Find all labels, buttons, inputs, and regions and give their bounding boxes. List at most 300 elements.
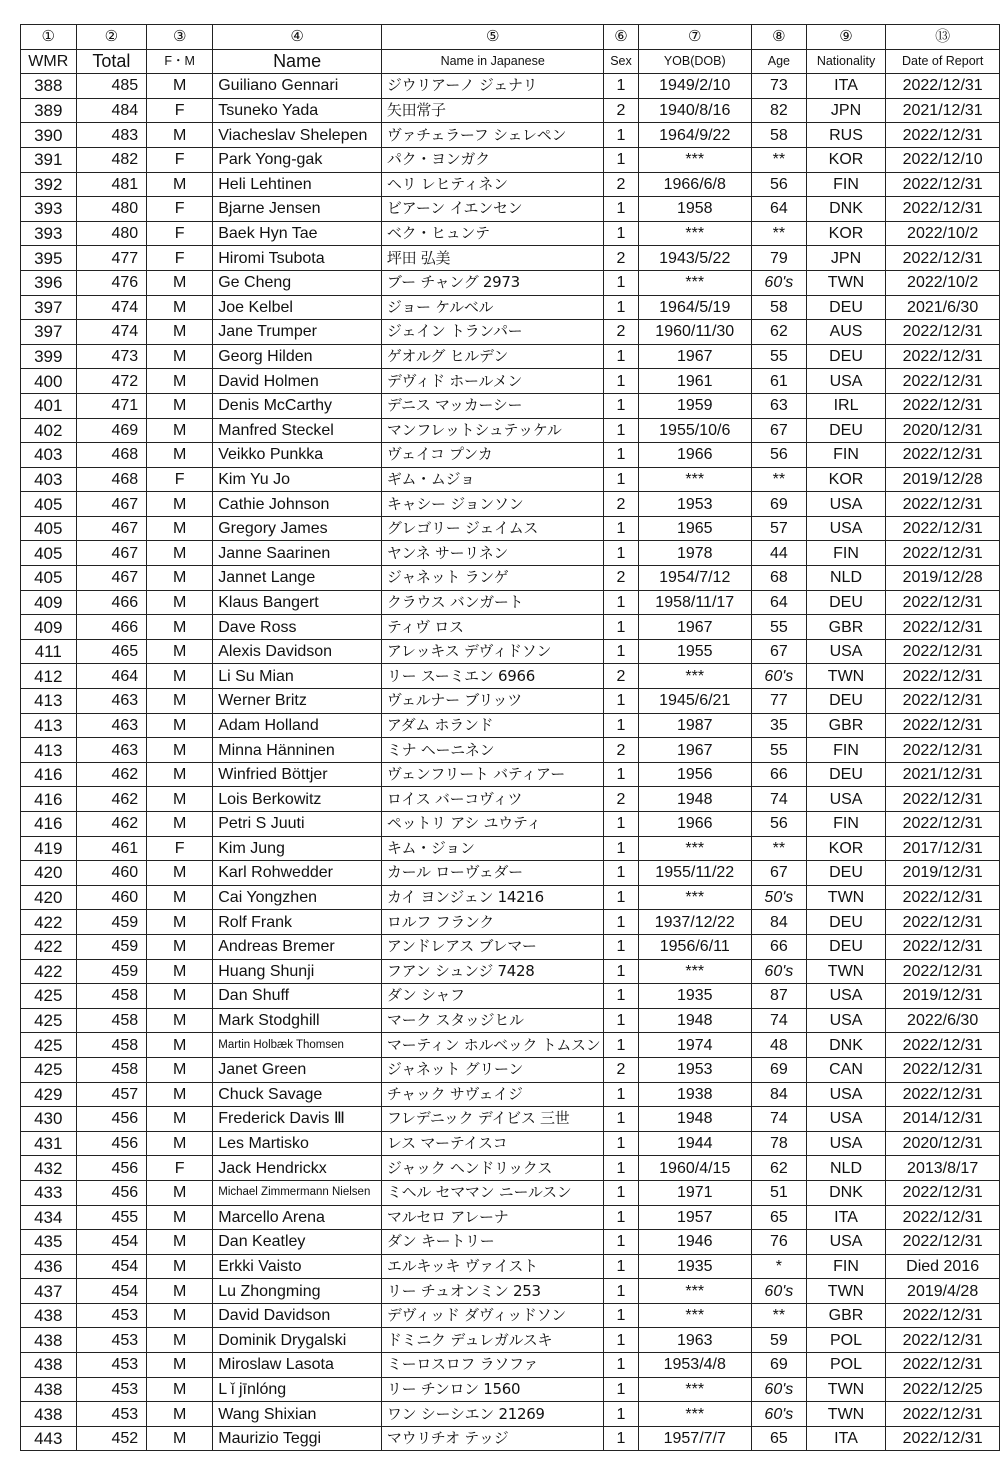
cell-name-japanese: パク・ヨンガク <box>381 147 604 172</box>
cell-yob: 1935 <box>638 1254 751 1279</box>
table-row <box>21 1008 1000 1033</box>
cell-wmr: 413 <box>21 689 77 714</box>
table-body <box>21 74 1000 1451</box>
cell-wmr: 425 <box>21 1033 77 1058</box>
cell-nationality: DEU <box>806 689 886 714</box>
cell-yob: 1974 <box>638 1033 751 1058</box>
cell-age: 74 <box>751 787 806 812</box>
cell-wmr: 409 <box>21 615 77 640</box>
cell-name-japanese: エルキッキ ヴァイスト <box>381 1254 604 1279</box>
cell-name: Chuck Savage <box>213 1082 382 1107</box>
cell-fm: M <box>147 910 213 935</box>
cell-total: 474 <box>76 295 147 320</box>
cell-sex: 2 <box>604 492 638 517</box>
cell-yob: *** <box>638 836 751 861</box>
cell-total: 466 <box>76 590 147 615</box>
cell-name-japanese: ギム・ムジョ <box>381 467 604 492</box>
cell-nationality: GBR <box>806 615 886 640</box>
cell-age: 82 <box>751 98 806 123</box>
cell-nationality: DEU <box>806 861 886 886</box>
cell-yob: *** <box>638 270 751 295</box>
cell-wmr: 403 <box>21 467 77 492</box>
cell-yob: 1958/11/17 <box>638 590 751 615</box>
cell-total: 462 <box>76 787 147 812</box>
table-row <box>21 1353 1000 1378</box>
cell-fm: M <box>147 787 213 812</box>
cell-yob: 1937/12/22 <box>638 910 751 935</box>
cell-date-of-report: 2022/12/31 <box>886 1082 1000 1107</box>
cell-date-of-report: 2022/12/31 <box>886 885 1000 910</box>
cell-name: Dominik Drygalski <box>213 1328 382 1353</box>
cell-name: Huang Shunji <box>213 959 382 984</box>
cell-total: 459 <box>76 959 147 984</box>
cell-name-japanese: グレゴリー ジェイムス <box>381 516 604 541</box>
cell-fm: M <box>147 959 213 984</box>
cell-nationality: USA <box>806 1230 886 1255</box>
table-row <box>21 762 1000 787</box>
cell-wmr: 416 <box>21 762 77 787</box>
cell-age: 74 <box>751 1107 806 1132</box>
col-num-yob: ⑦ <box>638 25 751 50</box>
cell-name-japanese: カール ローヴェダー <box>381 861 604 886</box>
cell-nationality: USA <box>806 1008 886 1033</box>
cell-age: 50's <box>751 885 806 910</box>
table-row <box>21 1156 1000 1181</box>
cell-total: 460 <box>76 885 147 910</box>
cell-yob: 1957 <box>638 1205 751 1230</box>
table-row <box>21 98 1000 123</box>
cell-total: 457 <box>76 1082 147 1107</box>
cell-wmr: 401 <box>21 393 77 418</box>
cell-date-of-report: 2022/12/31 <box>886 1328 1000 1353</box>
cell-yob: *** <box>638 147 751 172</box>
cell-fm: M <box>147 295 213 320</box>
cell-total: 463 <box>76 713 147 738</box>
cell-fm: M <box>147 1402 213 1427</box>
table-row <box>21 172 1000 197</box>
cell-wmr: 435 <box>21 1230 77 1255</box>
cell-nationality: USA <box>806 1082 886 1107</box>
cell-nationality: CAN <box>806 1057 886 1082</box>
cell-name: Martin Holbæk Thomsen <box>213 1033 382 1058</box>
cell-wmr: 397 <box>21 320 77 345</box>
table-row <box>21 689 1000 714</box>
cell-name-japanese: ジャック ヘンドリックス <box>381 1156 604 1181</box>
cell-date-of-report: 2019/12/28 <box>886 467 1000 492</box>
cell-wmr: 405 <box>21 541 77 566</box>
cell-age: ** <box>751 836 806 861</box>
cell-name: Guiliano Gennari <box>213 74 382 99</box>
cell-total: 472 <box>76 369 147 394</box>
cell-name-japanese: ヘリ レヒティネン <box>381 172 604 197</box>
cell-nationality: DEU <box>806 295 886 320</box>
cell-nationality: FIN <box>806 172 886 197</box>
cell-date-of-report: 2022/12/31 <box>886 516 1000 541</box>
cell-nationality: NLD <box>806 566 886 591</box>
table-row <box>21 713 1000 738</box>
cell-name: Ge Cheng <box>213 270 382 295</box>
cell-date-of-report: 2019/12/31 <box>886 861 1000 886</box>
cell-date-of-report: 2022/12/31 <box>886 246 1000 271</box>
col-num-age: ⑧ <box>751 25 806 50</box>
cell-age: 64 <box>751 590 806 615</box>
cell-fm: F <box>147 1156 213 1181</box>
header-sex: Sex <box>604 49 638 74</box>
header-yob: YOB(DOB) <box>638 49 751 74</box>
cell-date-of-report: 2022/12/31 <box>886 1426 1000 1451</box>
cell-wmr: 425 <box>21 1008 77 1033</box>
cell-yob: 1960/4/15 <box>638 1156 751 1181</box>
cell-wmr: 416 <box>21 812 77 837</box>
cell-fm: M <box>147 861 213 886</box>
cell-yob: 1964/9/22 <box>638 123 751 148</box>
cell-name: Klaus Bangert <box>213 590 382 615</box>
cell-name: Tsuneko Yada <box>213 98 382 123</box>
cell-name-japanese: ダン シャフ <box>381 984 604 1009</box>
col-num-sex: ⑥ <box>604 25 638 50</box>
cell-date-of-report: 2022/10/2 <box>886 270 1000 295</box>
table-row <box>21 197 1000 222</box>
cell-name-japanese: ヴァチェラーフ シェレペン <box>381 123 604 148</box>
cell-sex: 1 <box>604 984 638 1009</box>
cell-nationality: AUS <box>806 320 886 345</box>
cell-name-japanese: チャック サヴェイジ <box>381 1082 604 1107</box>
table-row <box>21 984 1000 1009</box>
cell-age: 69 <box>751 492 806 517</box>
cell-sex: 2 <box>604 246 638 271</box>
cell-wmr: 388 <box>21 74 77 99</box>
cell-age: 69 <box>751 1353 806 1378</box>
cell-date-of-report: 2022/10/2 <box>886 221 1000 246</box>
cell-sex: 2 <box>604 787 638 812</box>
cell-fm: M <box>147 369 213 394</box>
cell-age: 74 <box>751 1008 806 1033</box>
cell-age: 67 <box>751 861 806 886</box>
table-row <box>21 885 1000 910</box>
cell-age: 44 <box>751 541 806 566</box>
cell-total: 459 <box>76 934 147 959</box>
col-num-name: ④ <box>213 25 382 50</box>
cell-fm: M <box>147 393 213 418</box>
cell-sex: 1 <box>604 197 638 222</box>
cell-total: 458 <box>76 1008 147 1033</box>
table-row <box>21 934 1000 959</box>
cell-name-japanese: ワン シーシエン 21269 <box>381 1402 604 1427</box>
cell-date-of-report: 2022/12/31 <box>886 689 1000 714</box>
cell-age: 60's <box>751 1402 806 1427</box>
cell-fm: M <box>147 590 213 615</box>
table-row <box>21 123 1000 148</box>
cell-age: 63 <box>751 393 806 418</box>
cell-name-japanese: リー チンロン 1560 <box>381 1377 604 1402</box>
cell-yob: 1948 <box>638 1107 751 1132</box>
cell-name-japanese: ミヘル セママン ニールスン <box>381 1180 604 1205</box>
cell-total: 476 <box>76 270 147 295</box>
cell-date-of-report: 2013/8/17 <box>886 1156 1000 1181</box>
cell-wmr: 436 <box>21 1254 77 1279</box>
cell-age: 55 <box>751 615 806 640</box>
cell-age: 55 <box>751 738 806 763</box>
cell-age: 51 <box>751 1180 806 1205</box>
cell-yob: 1966/6/8 <box>638 172 751 197</box>
cell-name-japanese: デヴィッド ダヴィッドソン <box>381 1303 604 1328</box>
cell-sex: 1 <box>604 1180 638 1205</box>
cell-fm: M <box>147 123 213 148</box>
cell-wmr: 419 <box>21 836 77 861</box>
cell-date-of-report: 2021/12/31 <box>886 762 1000 787</box>
cell-yob: 1953/4/8 <box>638 1353 751 1378</box>
cell-age: 84 <box>751 1082 806 1107</box>
cell-total: 454 <box>76 1230 147 1255</box>
cell-name: David Davidson <box>213 1303 382 1328</box>
cell-fm: M <box>147 615 213 640</box>
table-row <box>21 270 1000 295</box>
cell-nationality: USA <box>806 492 886 517</box>
cell-nationality: USA <box>806 1131 886 1156</box>
cell-age: 77 <box>751 689 806 714</box>
cell-nationality: IRL <box>806 393 886 418</box>
cell-nationality: ITA <box>806 1426 886 1451</box>
cell-fm: M <box>147 1107 213 1132</box>
cell-name: Cathie Johnson <box>213 492 382 517</box>
cell-total: 456 <box>76 1107 147 1132</box>
cell-sex: 1 <box>604 590 638 615</box>
cell-wmr: 389 <box>21 98 77 123</box>
cell-wmr: 399 <box>21 344 77 369</box>
cell-name-japanese: フレデニック デイビス 三世 <box>381 1107 604 1132</box>
cell-total: 453 <box>76 1303 147 1328</box>
cell-yob: *** <box>638 1279 751 1304</box>
table-row <box>21 295 1000 320</box>
cell-total: 480 <box>76 197 147 222</box>
cell-date-of-report: 2022/12/31 <box>886 1402 1000 1427</box>
cell-nationality: TWN <box>806 1377 886 1402</box>
cell-total: 467 <box>76 541 147 566</box>
cell-sex: 1 <box>604 74 638 99</box>
cell-date-of-report: 2022/12/31 <box>886 492 1000 517</box>
cell-fm: M <box>147 172 213 197</box>
cell-sex: 1 <box>604 934 638 959</box>
cell-fm: M <box>147 1230 213 1255</box>
cell-yob: *** <box>638 664 751 689</box>
cell-wmr: 422 <box>21 959 77 984</box>
cell-name: Dan Keatley <box>213 1230 382 1255</box>
cell-wmr: 416 <box>21 787 77 812</box>
cell-age: 73 <box>751 74 806 99</box>
cell-name-japanese: 坪田 弘美 <box>381 246 604 271</box>
cell-wmr: 422 <box>21 910 77 935</box>
cell-name: Alexis Davidson <box>213 639 382 664</box>
cell-wmr: 425 <box>21 984 77 1009</box>
cell-sex: 2 <box>604 172 638 197</box>
cell-name: Dave Ross <box>213 615 382 640</box>
cell-sex: 1 <box>604 959 638 984</box>
table-row <box>21 910 1000 935</box>
cell-yob: 1949/2/10 <box>638 74 751 99</box>
cell-wmr: 438 <box>21 1402 77 1427</box>
cell-age: 58 <box>751 123 806 148</box>
cell-total: 456 <box>76 1156 147 1181</box>
cell-sex: 1 <box>604 1107 638 1132</box>
cell-yob: 1955/10/6 <box>638 418 751 443</box>
table-row <box>21 1377 1000 1402</box>
cell-fm: M <box>147 885 213 910</box>
table-row <box>21 541 1000 566</box>
cell-date-of-report: 2020/12/31 <box>886 1131 1000 1156</box>
cell-name-japanese: デヴィド ホールメン <box>381 369 604 394</box>
cell-name: Heli Lehtinen <box>213 172 382 197</box>
header-nationality: Nationality <box>806 49 886 74</box>
cell-nationality: USA <box>806 984 886 1009</box>
table-row <box>21 1328 1000 1353</box>
cell-nationality: USA <box>806 516 886 541</box>
cell-nationality: TWN <box>806 664 886 689</box>
table-row <box>21 344 1000 369</box>
table-row <box>21 861 1000 886</box>
cell-date-of-report: 2022/12/31 <box>886 615 1000 640</box>
cell-name: Dan Shuff <box>213 984 382 1009</box>
cell-fm: F <box>147 836 213 861</box>
cell-sex: 1 <box>604 369 638 394</box>
table-row <box>21 1402 1000 1427</box>
cell-wmr: 425 <box>21 1057 77 1082</box>
cell-total: 481 <box>76 172 147 197</box>
cell-fm: M <box>147 1057 213 1082</box>
cell-sex: 1 <box>604 1303 638 1328</box>
cell-fm: F <box>147 221 213 246</box>
cell-sex: 1 <box>604 1008 638 1033</box>
cell-date-of-report: 2022/12/31 <box>886 541 1000 566</box>
cell-sex: 1 <box>604 615 638 640</box>
cell-wmr: 390 <box>21 123 77 148</box>
col-num-wmr: ① <box>21 25 77 50</box>
cell-nationality: USA <box>806 369 886 394</box>
cell-total: 456 <box>76 1180 147 1205</box>
cell-date-of-report: 2022/12/31 <box>886 197 1000 222</box>
cell-age: 66 <box>751 762 806 787</box>
cell-fm: F <box>147 246 213 271</box>
cell-total: 458 <box>76 1033 147 1058</box>
cell-age: ** <box>751 467 806 492</box>
cell-name-japanese: ペットリ アシ ユウティ <box>381 812 604 837</box>
cell-name-japanese: マーティン ホルベック トムスン <box>381 1033 604 1058</box>
cell-age: 65 <box>751 1426 806 1451</box>
cell-fm: M <box>147 934 213 959</box>
cell-sex: 1 <box>604 467 638 492</box>
cell-nationality: TWN <box>806 270 886 295</box>
cell-sex: 1 <box>604 1328 638 1353</box>
cell-nationality: JPN <box>806 98 886 123</box>
cell-wmr: 391 <box>21 147 77 172</box>
cell-nationality: KOR <box>806 221 886 246</box>
cell-fm: F <box>147 467 213 492</box>
cell-age: 79 <box>751 246 806 271</box>
cell-date-of-report: 2022/12/31 <box>886 1230 1000 1255</box>
cell-age: 60's <box>751 270 806 295</box>
cell-age: 64 <box>751 197 806 222</box>
cell-sex: 1 <box>604 270 638 295</box>
cell-sex: 2 <box>604 98 638 123</box>
cell-yob: 1967 <box>638 344 751 369</box>
cell-age: ** <box>751 1303 806 1328</box>
cell-age: 60's <box>751 664 806 689</box>
cell-sex: 1 <box>604 541 638 566</box>
cell-sex: 1 <box>604 836 638 861</box>
cell-name-japanese: ヴェルナー ブリッツ <box>381 689 604 714</box>
cell-name: Janne Saarinen <box>213 541 382 566</box>
cell-age: 68 <box>751 566 806 591</box>
cell-wmr: 438 <box>21 1377 77 1402</box>
cell-date-of-report: 2019/12/28 <box>886 566 1000 591</box>
table-row <box>21 369 1000 394</box>
cell-date-of-report: 2022/12/31 <box>886 1353 1000 1378</box>
cell-fm: M <box>147 1180 213 1205</box>
cell-yob: 1966 <box>638 812 751 837</box>
cell-sex: 2 <box>604 320 638 345</box>
cell-sex: 1 <box>604 1426 638 1451</box>
table-row <box>21 959 1000 984</box>
cell-wmr: 393 <box>21 197 77 222</box>
cell-age: 67 <box>751 639 806 664</box>
cell-date-of-report: 2022/12/31 <box>886 713 1000 738</box>
cell-age: 56 <box>751 812 806 837</box>
cell-name-japanese: ミーロスロフ ラソファ <box>381 1353 604 1378</box>
cell-nationality: TWN <box>806 1402 886 1427</box>
cell-yob: *** <box>638 1303 751 1328</box>
cell-age: 60's <box>751 1279 806 1304</box>
cell-sex: 2 <box>604 664 638 689</box>
cell-wmr: 411 <box>21 639 77 664</box>
table-row <box>21 1303 1000 1328</box>
cell-nationality: POL <box>806 1328 886 1353</box>
cell-name-japanese: ベク・ヒュンテ <box>381 221 604 246</box>
cell-wmr: 413 <box>21 713 77 738</box>
cell-nationality: TWN <box>806 959 886 984</box>
cell-name: Les Martisko <box>213 1131 382 1156</box>
table-row <box>21 1180 1000 1205</box>
cell-name: Wang Shixian <box>213 1402 382 1427</box>
table-row <box>21 1033 1000 1058</box>
cell-total: 464 <box>76 664 147 689</box>
cell-sex: 1 <box>604 1402 638 1427</box>
cell-nationality: KOR <box>806 147 886 172</box>
table-row <box>21 812 1000 837</box>
cell-name: Bjarne Jensen <box>213 197 382 222</box>
table-row <box>21 74 1000 99</box>
cell-nationality: FIN <box>806 738 886 763</box>
cell-name: Cai Yongzhen <box>213 885 382 910</box>
table-row <box>21 566 1000 591</box>
cell-total: 469 <box>76 418 147 443</box>
cell-date-of-report: 2022/12/10 <box>886 147 1000 172</box>
cell-age: 62 <box>751 1156 806 1181</box>
cell-fm: M <box>147 74 213 99</box>
cell-name: Park Yong-gak <box>213 147 382 172</box>
cell-total: 466 <box>76 615 147 640</box>
cell-name-japanese: ティヴ ロス <box>381 615 604 640</box>
cell-yob: 1955 <box>638 639 751 664</box>
cell-wmr: 430 <box>21 1107 77 1132</box>
cell-wmr: 405 <box>21 516 77 541</box>
table-row <box>21 467 1000 492</box>
cell-date-of-report: 2022/12/31 <box>886 639 1000 664</box>
table-row <box>21 1131 1000 1156</box>
cell-yob: 1959 <box>638 393 751 418</box>
cell-age: 66 <box>751 934 806 959</box>
table-row <box>21 836 1000 861</box>
cell-yob: 1964/5/19 <box>638 295 751 320</box>
cell-name-japanese: クラウス バンガート <box>381 590 604 615</box>
